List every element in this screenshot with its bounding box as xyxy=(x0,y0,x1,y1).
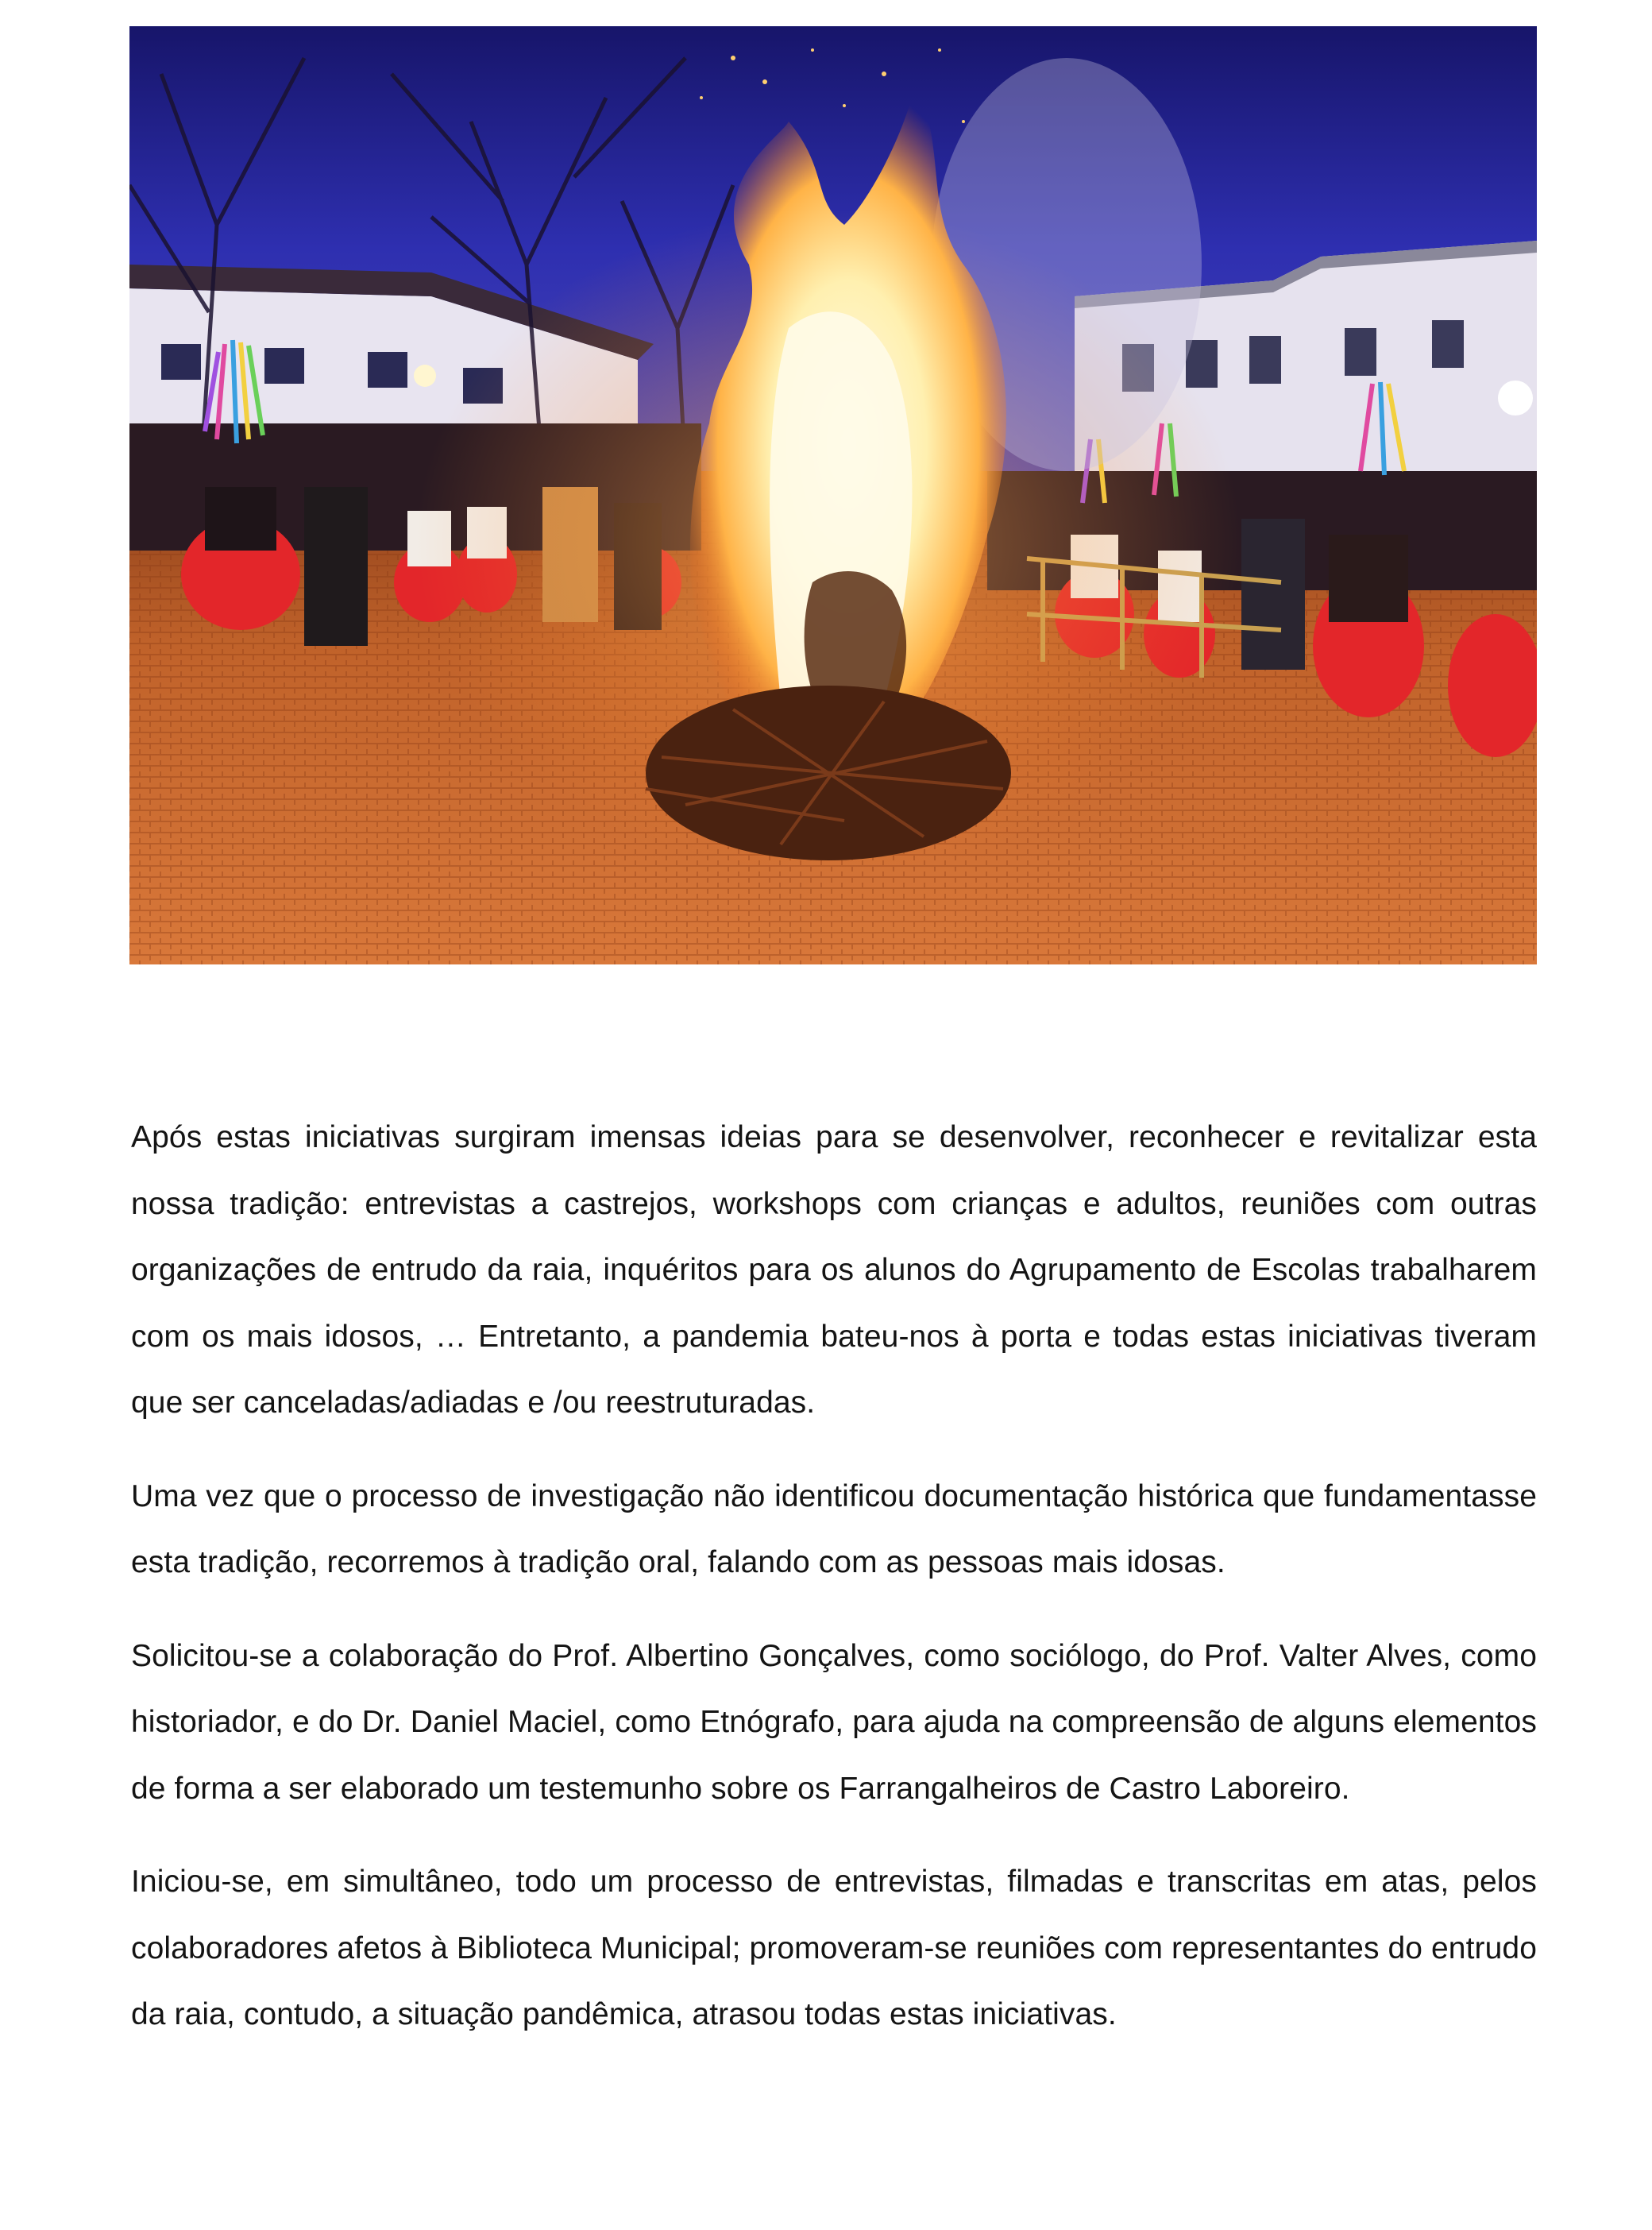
document-body xyxy=(131,1104,1537,2075)
paragraph-initiatives: Após estas iniciativas surgiram imensas ideias para se desenvolver, reconhecer e revitalizar esta nossa tradição: entrevistas a castrejos, workshops com crianças e adultos, reuniões com outras organizações de entrudo da raia, inquéritos para os alunos do Agrupamento de Escolas trabalharem com os mais idosos, … Entretanto, a pandemia bateu-nos à porta e todas estas iniciativas tiveram que ser canceladas/adiadas e /ou reestruturadas. xyxy=(131,1120,1537,1420)
bonfire-photo-illustration xyxy=(129,26,1537,964)
bonfire-photo xyxy=(129,26,1537,964)
paragraph-collaborators: Solicitou-se a colaboração do Prof. Albertino Gonçalves, como sociólogo, do Prof. Valter Alves, como historiador, e do Dr. Daniel Maciel, como Etnógrafo, para ajuda na compreensão de alguns elementos de forma a ser elaborado um testemunho sobre os Farrangalheiros de Castro Laboreiro. xyxy=(131,1638,1537,1806)
paragraph-interviews: Iniciou-se, em simultâneo, todo um processo de entrevistas, filmadas e transcritas em atas, pelos colaboradores afetos à Biblioteca Municipal; promoveram-se reuniões com representantes do entrudo da raia, contudo, a situação pandêmica, atrasou todas estas iniciativas. xyxy=(131,1865,1537,2031)
paragraph-oral-tradition: Uma vez que o processo de investigação não identificou documentação histórica que fundamentasse esta tradição, recorremos à tradição oral, falando com as pessoas mais idosas. xyxy=(131,1478,1537,1579)
